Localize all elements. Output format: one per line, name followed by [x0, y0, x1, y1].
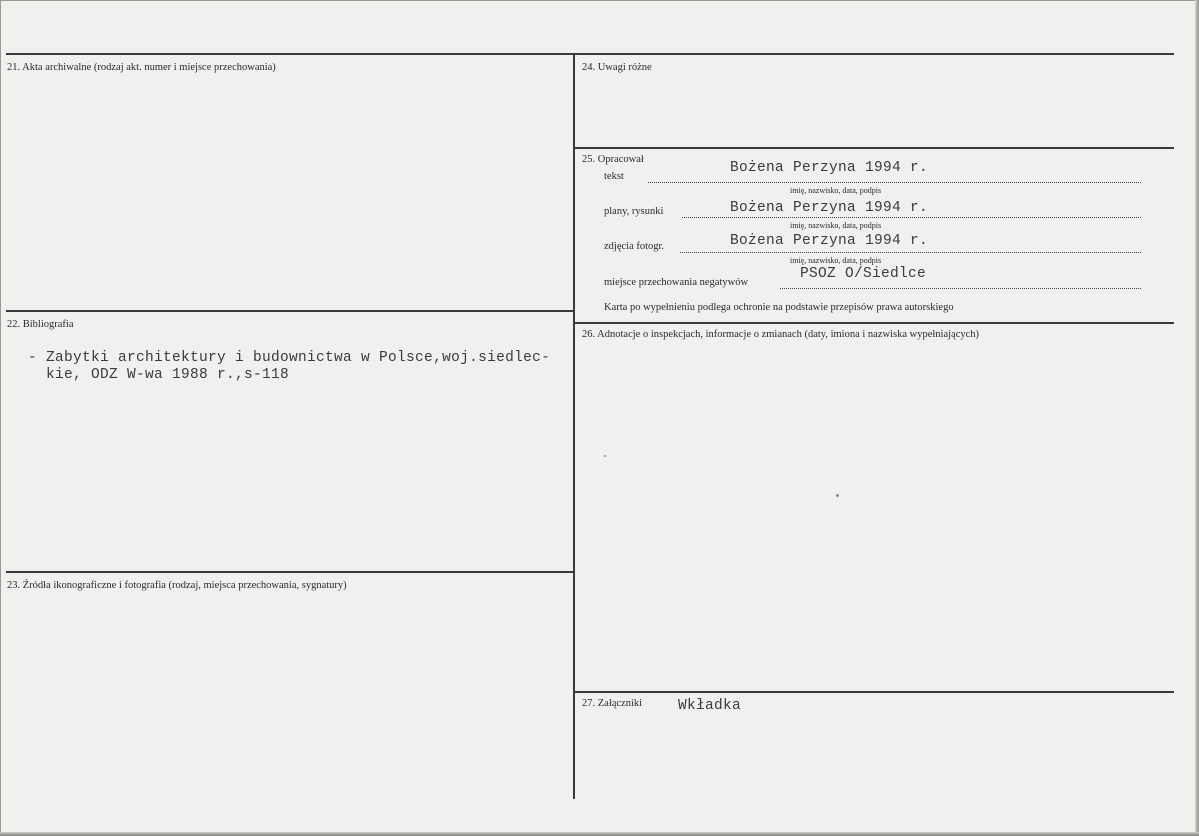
rule-right-26-27	[575, 691, 1174, 693]
card-edge-bottom	[0, 832, 1199, 836]
section-25-label: 25. Opracował	[582, 154, 644, 165]
negatywy-label: miejsce przechowania negatywów	[604, 277, 749, 288]
tekst-label: tekst	[604, 171, 624, 182]
zdjecia-dotted-line	[680, 252, 1141, 253]
section-22-label: 22. Bibliografia	[7, 319, 74, 330]
negatywy-value: PSOZ O/Siedlce	[800, 266, 927, 282]
bibliography-entry-1: - Zabytki architektury i budownictwa w Polsce,woj.siedlec-	[28, 350, 551, 366]
section-26-label: 26. Adnotacje o inspekcjach, informacje o zmianach (daty, imiona i nazwiska wypełniających)	[582, 329, 980, 340]
plany-value: Bożena Perzyna 1994 r.	[730, 200, 929, 216]
section-21-label: 21. Akta archiwalne (rodzaj akt. numer i miejsce przechowania)	[7, 62, 276, 73]
zdjecia-caption: imię, nazwisko, data, podpis	[790, 256, 882, 265]
card-edge-right	[1195, 0, 1199, 836]
negatywy-dotted-line	[780, 288, 1141, 289]
paper-speck	[604, 455, 606, 457]
plany-caption: imię, nazwisko, data, podpis	[790, 221, 882, 230]
paper-speck	[836, 494, 839, 497]
rule-right-24-25	[575, 147, 1174, 149]
copyright-note: Karta po wypełnieniu podlega ochronie na podstawie przepisów prawa autorskiego	[604, 302, 954, 313]
zdjecia-label: zdjęcia fotogr.	[604, 241, 665, 252]
section-23-label: 23. Źródła ikonograficzne i fotografia (rodzaj, miejsca przechowania, sygnatury)	[7, 580, 347, 591]
rule-left-21-22	[6, 310, 573, 312]
center-divider	[573, 53, 575, 799]
rule-right-25-26	[575, 322, 1174, 324]
tekst-dotted-line	[648, 182, 1141, 183]
section-24-label: 24. Uwagi różne	[582, 62, 652, 73]
top-rule	[6, 53, 1174, 55]
bibliography-entry-2: kie, ODZ W-wa 1988 r.,s-118	[28, 367, 290, 383]
plany-label: plany, rysunki	[604, 206, 664, 217]
tekst-caption: imię, nazwisko, data, podpis	[790, 186, 882, 195]
section-27-label: 27. Załączniki	[582, 698, 643, 709]
zdjecia-value: Bożena Perzyna 1994 r.	[730, 233, 929, 249]
plany-dotted-line	[682, 217, 1141, 218]
attachments-value: Wkładka	[678, 698, 742, 714]
tekst-value: Bożena Perzyna 1994 r.	[730, 160, 929, 176]
rule-left-22-23	[6, 571, 573, 573]
